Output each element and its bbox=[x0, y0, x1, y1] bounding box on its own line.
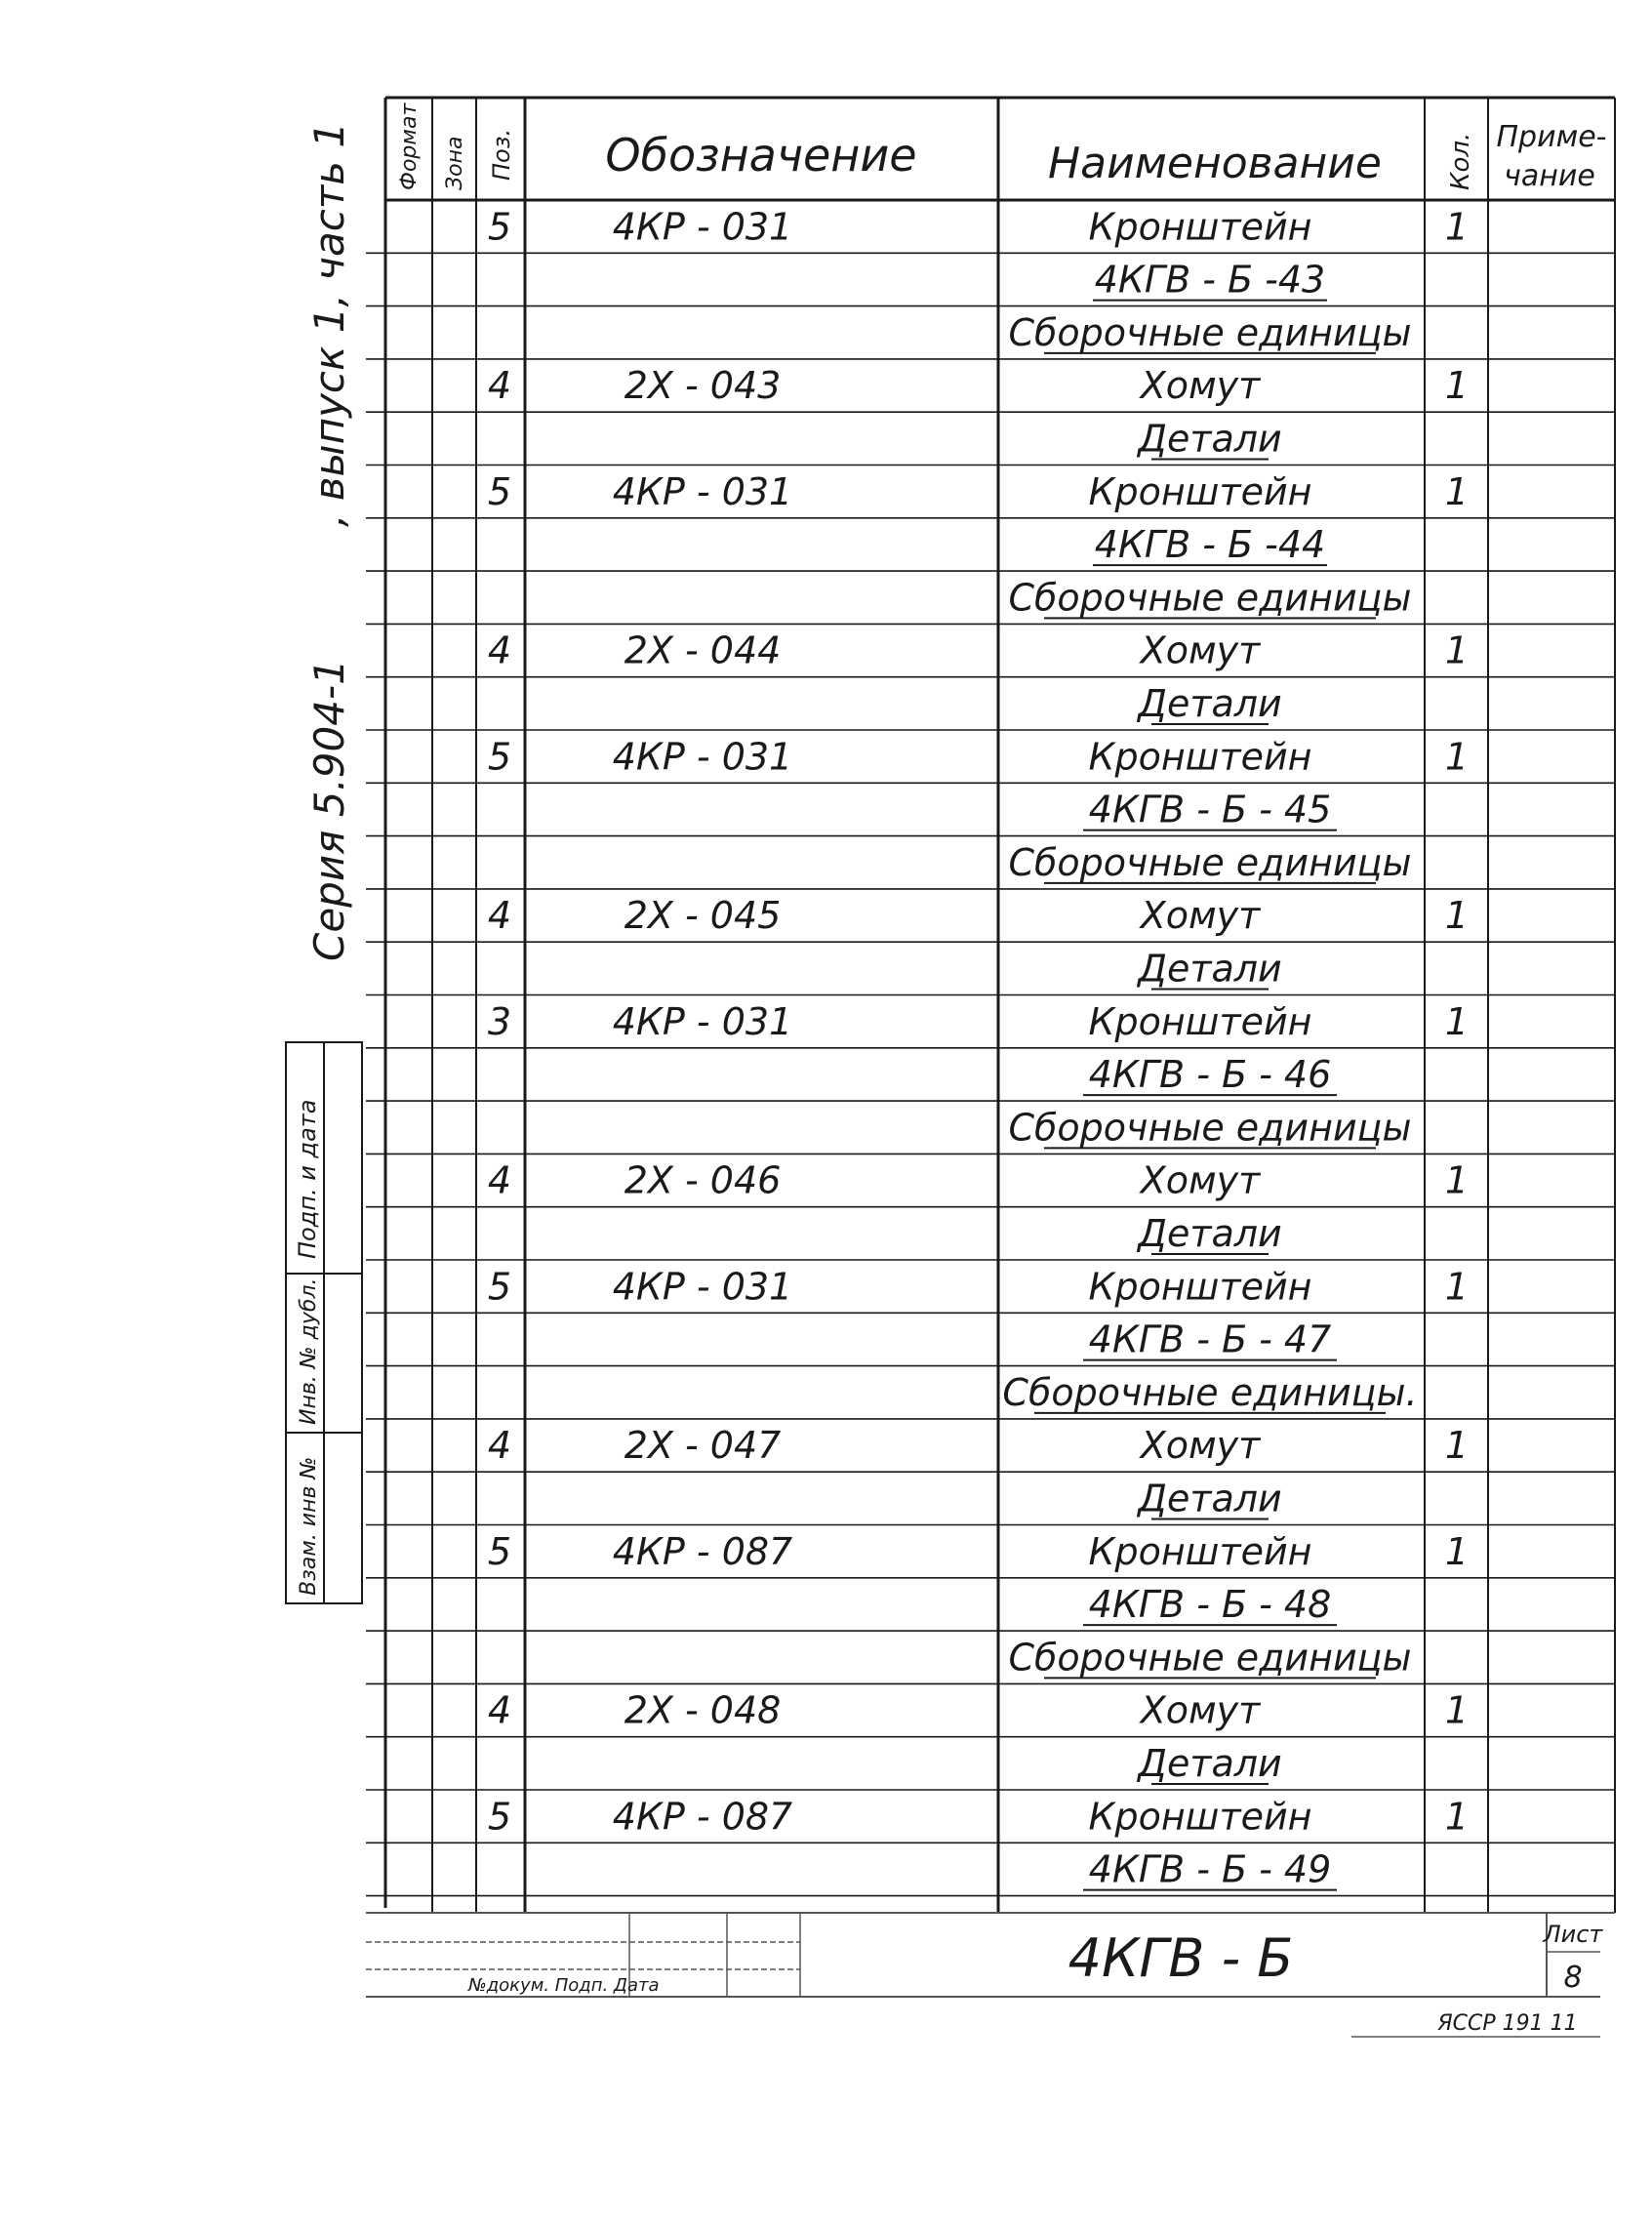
row-quantity: 1 bbox=[1444, 469, 1470, 513]
row-designation: 2Х - 044 bbox=[624, 628, 782, 672]
row-designation: 4КР - 087 bbox=[612, 1795, 793, 1839]
header-name: Наименование bbox=[1048, 139, 1382, 188]
row-name: Детали bbox=[1138, 1212, 1282, 1255]
row-name: 4КГВ - Б -44 bbox=[1094, 523, 1326, 567]
row-name: 4КГВ - Б - 45 bbox=[1088, 788, 1332, 831]
row-designation: 4КР - 031 bbox=[612, 1265, 793, 1309]
row-position: 5 bbox=[487, 205, 512, 249]
table-row bbox=[488, 364, 1469, 407]
row-position: 5 bbox=[487, 469, 512, 513]
table-row bbox=[1008, 311, 1411, 354]
side-series: Серия 5.904-1 bbox=[305, 659, 353, 961]
row-name: Сборочные единицы bbox=[1008, 1636, 1412, 1680]
row-name: Хомут bbox=[1140, 894, 1261, 938]
row-name: Сборочные единицы bbox=[1008, 576, 1412, 620]
row-name: Сборочные единицы bbox=[1008, 1106, 1412, 1150]
table-row bbox=[1083, 1848, 1337, 1891]
row-position: 5 bbox=[487, 1795, 512, 1839]
row-quantity: 1 bbox=[1444, 205, 1470, 249]
row-name: Сборочные единицы bbox=[1008, 310, 1412, 354]
row-name: Детали bbox=[1138, 1742, 1282, 1785]
row-designation: 2Х - 043 bbox=[624, 364, 782, 408]
header-pos: Поз. bbox=[488, 128, 515, 181]
table-row bbox=[1093, 259, 1327, 302]
header-format: Формат bbox=[397, 102, 422, 190]
row-name: Сборочные единицы bbox=[1008, 840, 1412, 884]
sheet-number: 8 bbox=[1563, 1961, 1583, 1995]
table-row bbox=[488, 1265, 1469, 1308]
row-name: Кронштейн bbox=[1088, 1265, 1312, 1309]
header-qty: Кол. bbox=[1446, 132, 1475, 190]
row-quantity: 1 bbox=[1444, 1795, 1470, 1839]
row-name: Детали bbox=[1138, 417, 1282, 461]
row-quantity: 1 bbox=[1444, 999, 1470, 1043]
side-title bbox=[305, 122, 353, 961]
row-quantity: 1 bbox=[1444, 1158, 1470, 1202]
row-lines bbox=[366, 253, 1615, 1895]
title-block bbox=[366, 1913, 1615, 2037]
row-name: 4КГВ - Б - 46 bbox=[1088, 1053, 1332, 1097]
table-row bbox=[1002, 1371, 1417, 1414]
row-name: Кронштейн bbox=[1088, 735, 1312, 779]
row-designation: 2Х - 045 bbox=[624, 894, 782, 938]
row-quantity: 1 bbox=[1444, 1688, 1470, 1732]
row-name: Кронштейн bbox=[1088, 1529, 1312, 1573]
row-position: 3 bbox=[487, 999, 512, 1043]
row-quantity: 1 bbox=[1444, 1424, 1470, 1468]
stamp-columns-text: №докум. Подп. Дата bbox=[468, 1975, 660, 1996]
header-note-line2: чание bbox=[1504, 159, 1595, 193]
document-code: 4КГВ - Б bbox=[1068, 1927, 1294, 1989]
row-position: 5 bbox=[487, 735, 512, 779]
row-designation: 4КР - 087 bbox=[612, 1529, 793, 1573]
table-row bbox=[1136, 948, 1281, 991]
row-name: Детали bbox=[1138, 1477, 1282, 1520]
row-position: 5 bbox=[487, 1529, 512, 1573]
row-position: 5 bbox=[487, 1265, 512, 1309]
table-row bbox=[1083, 1318, 1337, 1361]
row-quantity: 1 bbox=[1444, 1529, 1470, 1573]
table-row bbox=[488, 1530, 1469, 1573]
row-name: Хомут bbox=[1140, 628, 1261, 672]
stamp-replace: Взам. инв № bbox=[297, 1456, 321, 1596]
table-row bbox=[1008, 1106, 1411, 1149]
row-name: Сборочные единицы. bbox=[1002, 1370, 1418, 1414]
side-issue: , выпуск 1, часть 1 bbox=[305, 121, 353, 527]
table-row bbox=[488, 629, 1469, 672]
table-row bbox=[488, 470, 1469, 513]
left-stamp-block bbox=[286, 1042, 362, 1603]
row-position: 4 bbox=[487, 628, 512, 672]
row-designation: 4КР - 031 bbox=[612, 999, 793, 1043]
row-designation: 2Х - 047 bbox=[624, 1424, 782, 1468]
row-quantity: 1 bbox=[1444, 735, 1470, 779]
row-position: 4 bbox=[487, 1158, 512, 1202]
sheet-label: Лист bbox=[1543, 1921, 1603, 1948]
table-row bbox=[488, 1000, 1469, 1043]
row-name: Кронштейн bbox=[1088, 205, 1312, 249]
row-designation: 2Х - 048 bbox=[624, 1688, 782, 1732]
row-name: Хомут bbox=[1140, 1424, 1261, 1468]
table-row bbox=[1083, 1053, 1337, 1096]
table-row bbox=[1083, 1583, 1337, 1626]
table-row bbox=[1136, 1478, 1281, 1520]
table-row bbox=[1008, 841, 1411, 884]
row-position: 4 bbox=[487, 1424, 512, 1468]
table-frame bbox=[385, 98, 1615, 1913]
row-name: Детали bbox=[1138, 682, 1282, 725]
table-row bbox=[488, 1689, 1469, 1732]
table-row bbox=[488, 894, 1469, 937]
table-row bbox=[1136, 682, 1281, 725]
table-row bbox=[488, 1424, 1469, 1467]
row-designation: 4КР - 031 bbox=[612, 735, 793, 779]
row-name: 4КГВ - Б - 48 bbox=[1088, 1583, 1332, 1627]
table-row bbox=[1136, 1742, 1281, 1785]
row-position: 4 bbox=[487, 894, 512, 938]
row-designation: 4КР - 031 bbox=[612, 205, 793, 249]
header-designation: Обозначение bbox=[605, 129, 917, 182]
row-designation: 4КР - 031 bbox=[612, 469, 793, 513]
row-designation: 2Х - 046 bbox=[624, 1158, 782, 1202]
row-quantity: 1 bbox=[1444, 628, 1470, 672]
row-name: Кронштейн bbox=[1088, 999, 1312, 1043]
row-name: Детали bbox=[1138, 947, 1282, 991]
row-name: Кронштейн bbox=[1088, 469, 1312, 513]
row-name: Хомут bbox=[1140, 1158, 1261, 1202]
row-name: 4КГВ - Б -43 bbox=[1094, 258, 1326, 302]
table-row bbox=[488, 1159, 1469, 1202]
table-row bbox=[488, 735, 1469, 778]
table-row bbox=[1136, 1212, 1281, 1255]
table-row bbox=[488, 1795, 1469, 1838]
stamp-inv-dubl: Инв. № дубл. bbox=[297, 1277, 321, 1425]
row-quantity: 1 bbox=[1444, 1265, 1470, 1309]
row-name: Кронштейн bbox=[1088, 1795, 1312, 1839]
table-row bbox=[1083, 789, 1337, 831]
table-row bbox=[488, 205, 1469, 248]
row-name: Хомут bbox=[1140, 1688, 1261, 1732]
row-name: 4КГВ - Б - 49 bbox=[1088, 1847, 1332, 1891]
row-name: 4КГВ - Б - 47 bbox=[1088, 1317, 1332, 1361]
header-note-line1: Приме- bbox=[1496, 120, 1607, 154]
table-row bbox=[1008, 576, 1411, 619]
bottom-note: ЯССР 191 11 bbox=[1437, 2011, 1578, 2036]
row-position: 4 bbox=[487, 364, 512, 408]
stamp-signature: Подп. и дата bbox=[294, 1099, 321, 1259]
table-row bbox=[1093, 523, 1327, 566]
row-position: 4 bbox=[487, 1688, 512, 1732]
table-row bbox=[1136, 418, 1281, 461]
table-row bbox=[1008, 1636, 1411, 1679]
row-quantity: 1 bbox=[1444, 364, 1470, 408]
row-name: Хомут bbox=[1140, 364, 1261, 408]
header-zone: Зона bbox=[443, 136, 467, 190]
row-quantity: 1 bbox=[1444, 894, 1470, 938]
